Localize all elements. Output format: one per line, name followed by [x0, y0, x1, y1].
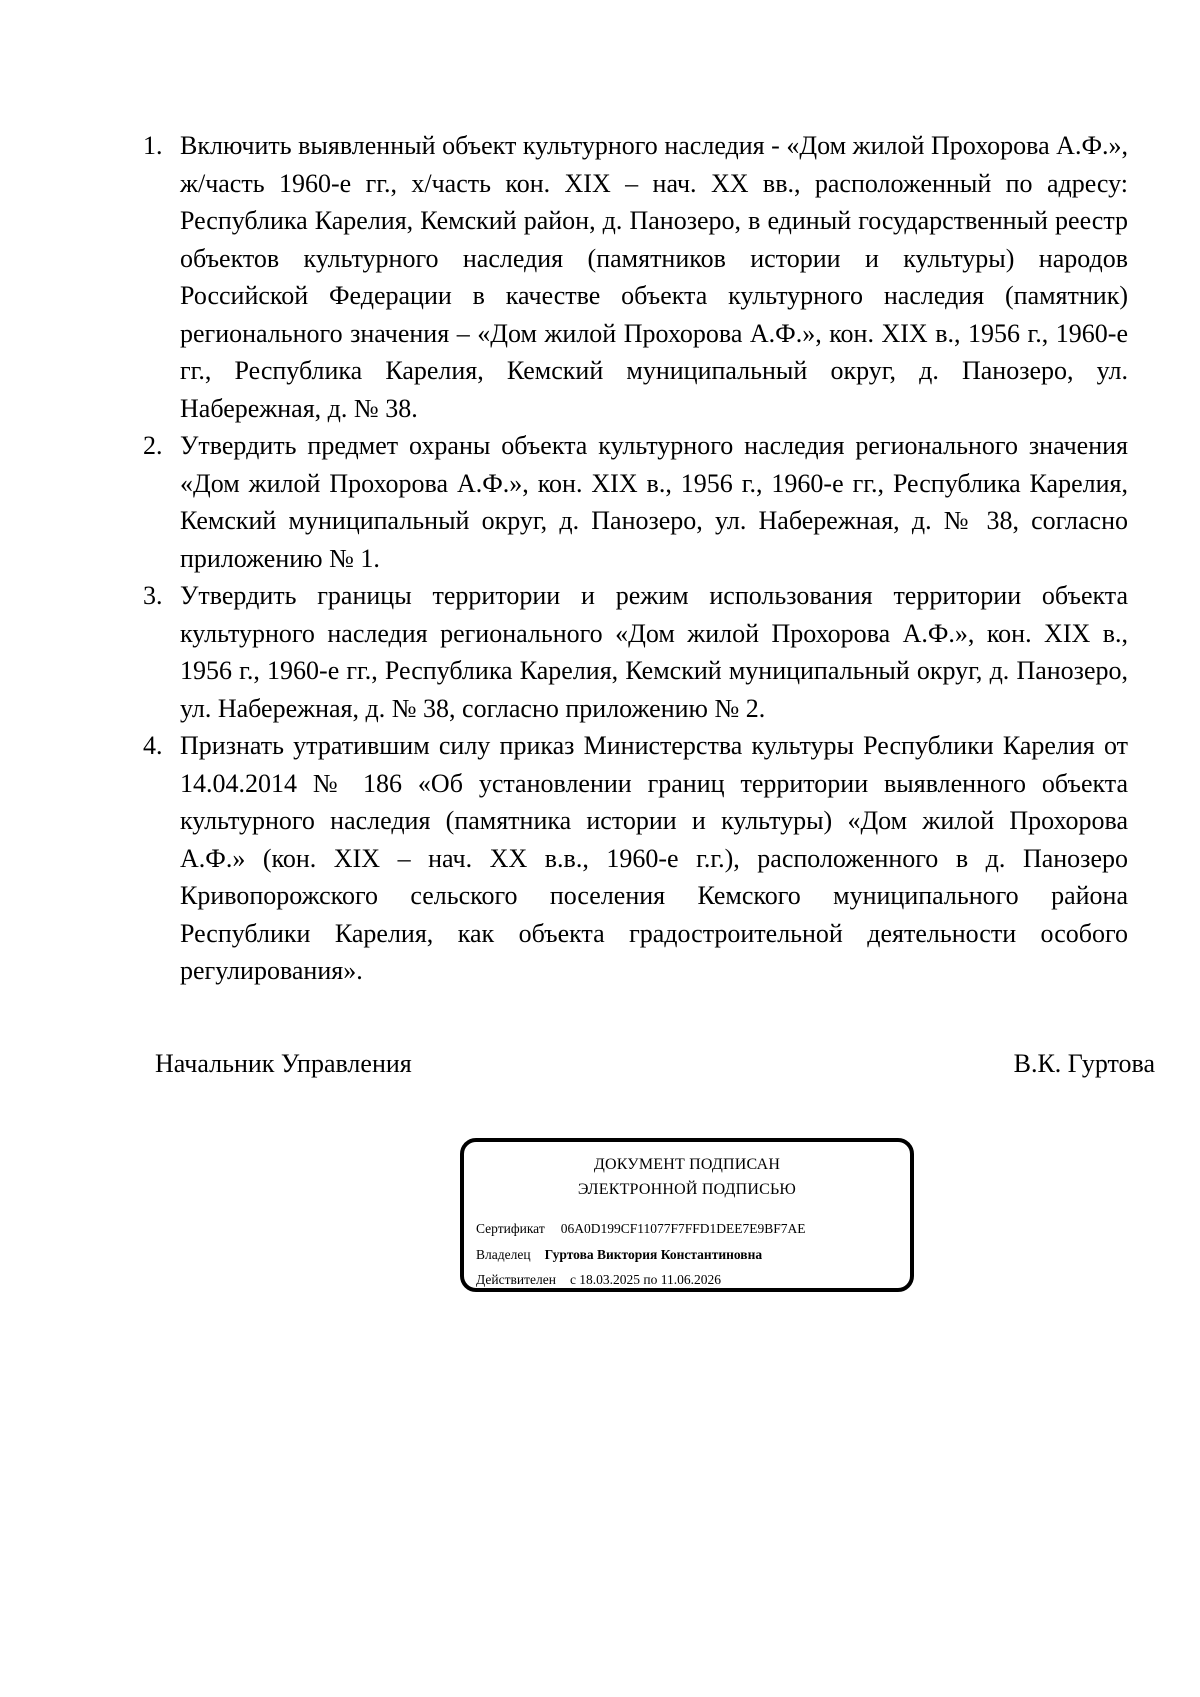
order-item-1 — [0, 127, 1128, 427]
validity-value: с 18.03.2025 по 11.06.2026 — [569, 1272, 722, 1287]
item-text: Утвердить границы территории и режим использования территории объекта культурного наследия регионального «Дом жилой Прохорова А.Ф.», кон. XIX в., 1956 г., 1960-е гг., Республика Карелия, Кемский муниципальный округ, д. Панозеро, ул. Набережная, д. № 38, согласно приложению № 2. — [180, 581, 1128, 723]
order-item-3 — [0, 577, 1128, 727]
owner-value: Гуртова Виктория Константиновна — [544, 1247, 763, 1262]
stamp-certificate-row — [476, 1220, 806, 1238]
item-text: Утвердить предмет охраны объекта культурного наследия регионального значения «Дом жилой Прохорова А.Ф.», кон. XIX в., 1956 г., 1960-е гг., Республика Карелия, Кемский муниципальный округ, д. Панозеро, ул. Набережная, д. № 38, согласно приложению № 1. — [180, 431, 1128, 573]
item-number: 2. — [143, 431, 163, 460]
stamp-heading-line-2: ЭЛЕКТРОННОЙ ПОДПИСЬЮ — [577, 1181, 797, 1198]
stamp-owner-row — [476, 1246, 762, 1264]
order-items-list — [0, 127, 1200, 990]
validity-label: Действителен — [476, 1272, 556, 1287]
owner-label: Владелец — [476, 1247, 531, 1262]
stamp-validity-row — [476, 1271, 721, 1289]
item-text: Включить выявленный объект культурного наследия - «Дом жилой Прохорова А.Ф.», ж/часть 1960-е гг., х/часть кон. XIX – нач. XX вв., расположенный по адресу: Республика Карелия, Кемский район, д. Панозеро, в единый государственный реестр объектов культурного наследия (памятников истории и культуры) народов Российской Федерации в качестве объекта культурного наследия (памятник) регионального значения – «Дом жилой Прохорова А.Ф.», кон. XIX в., 1956 г., 1960-е гг., Республика Карелия, Кемский муниципальный округ, д. Панозеро, ул. Набережная, д. № 38. — [180, 131, 1128, 423]
stamp-heading — [464, 1152, 910, 1202]
certificate-label: Сертификат — [476, 1221, 545, 1236]
item-number: 3. — [143, 581, 163, 610]
order-item-2 — [0, 427, 1128, 577]
certificate-value: 06A0D199CF11077F7FFD1DEE7E9BF7AE — [560, 1221, 806, 1236]
item-number: 4. — [143, 731, 163, 760]
signer-name: В.К. Гуртова — [1013, 1049, 1155, 1078]
order-item-4 — [0, 727, 1128, 990]
electronic-signature-stamp — [460, 1138, 914, 1292]
item-number: 1. — [143, 131, 163, 160]
signer-position: Начальник Управления — [155, 1049, 412, 1078]
item-text: Признать утратившим силу приказ Министерства культуры Республики Карелия от 14.04.2014 № 186 «Об установлении границ территории выявленного объекта культурного наследия (памятника истории и культуры) «Дом жилой Прохорова А.Ф.» (кон. XIX – нач. XX в.в., 1960-е г.г.), расположенного в д. Панозеро Кривопорожского сельского поселения Кемского муниципального района Республики Карелия, как объекта градостроительной деятельности особого регулирования». — [180, 731, 1128, 985]
stamp-heading-line-1: ДОКУМЕНТ ПОДПИСАН — [593, 1156, 781, 1173]
